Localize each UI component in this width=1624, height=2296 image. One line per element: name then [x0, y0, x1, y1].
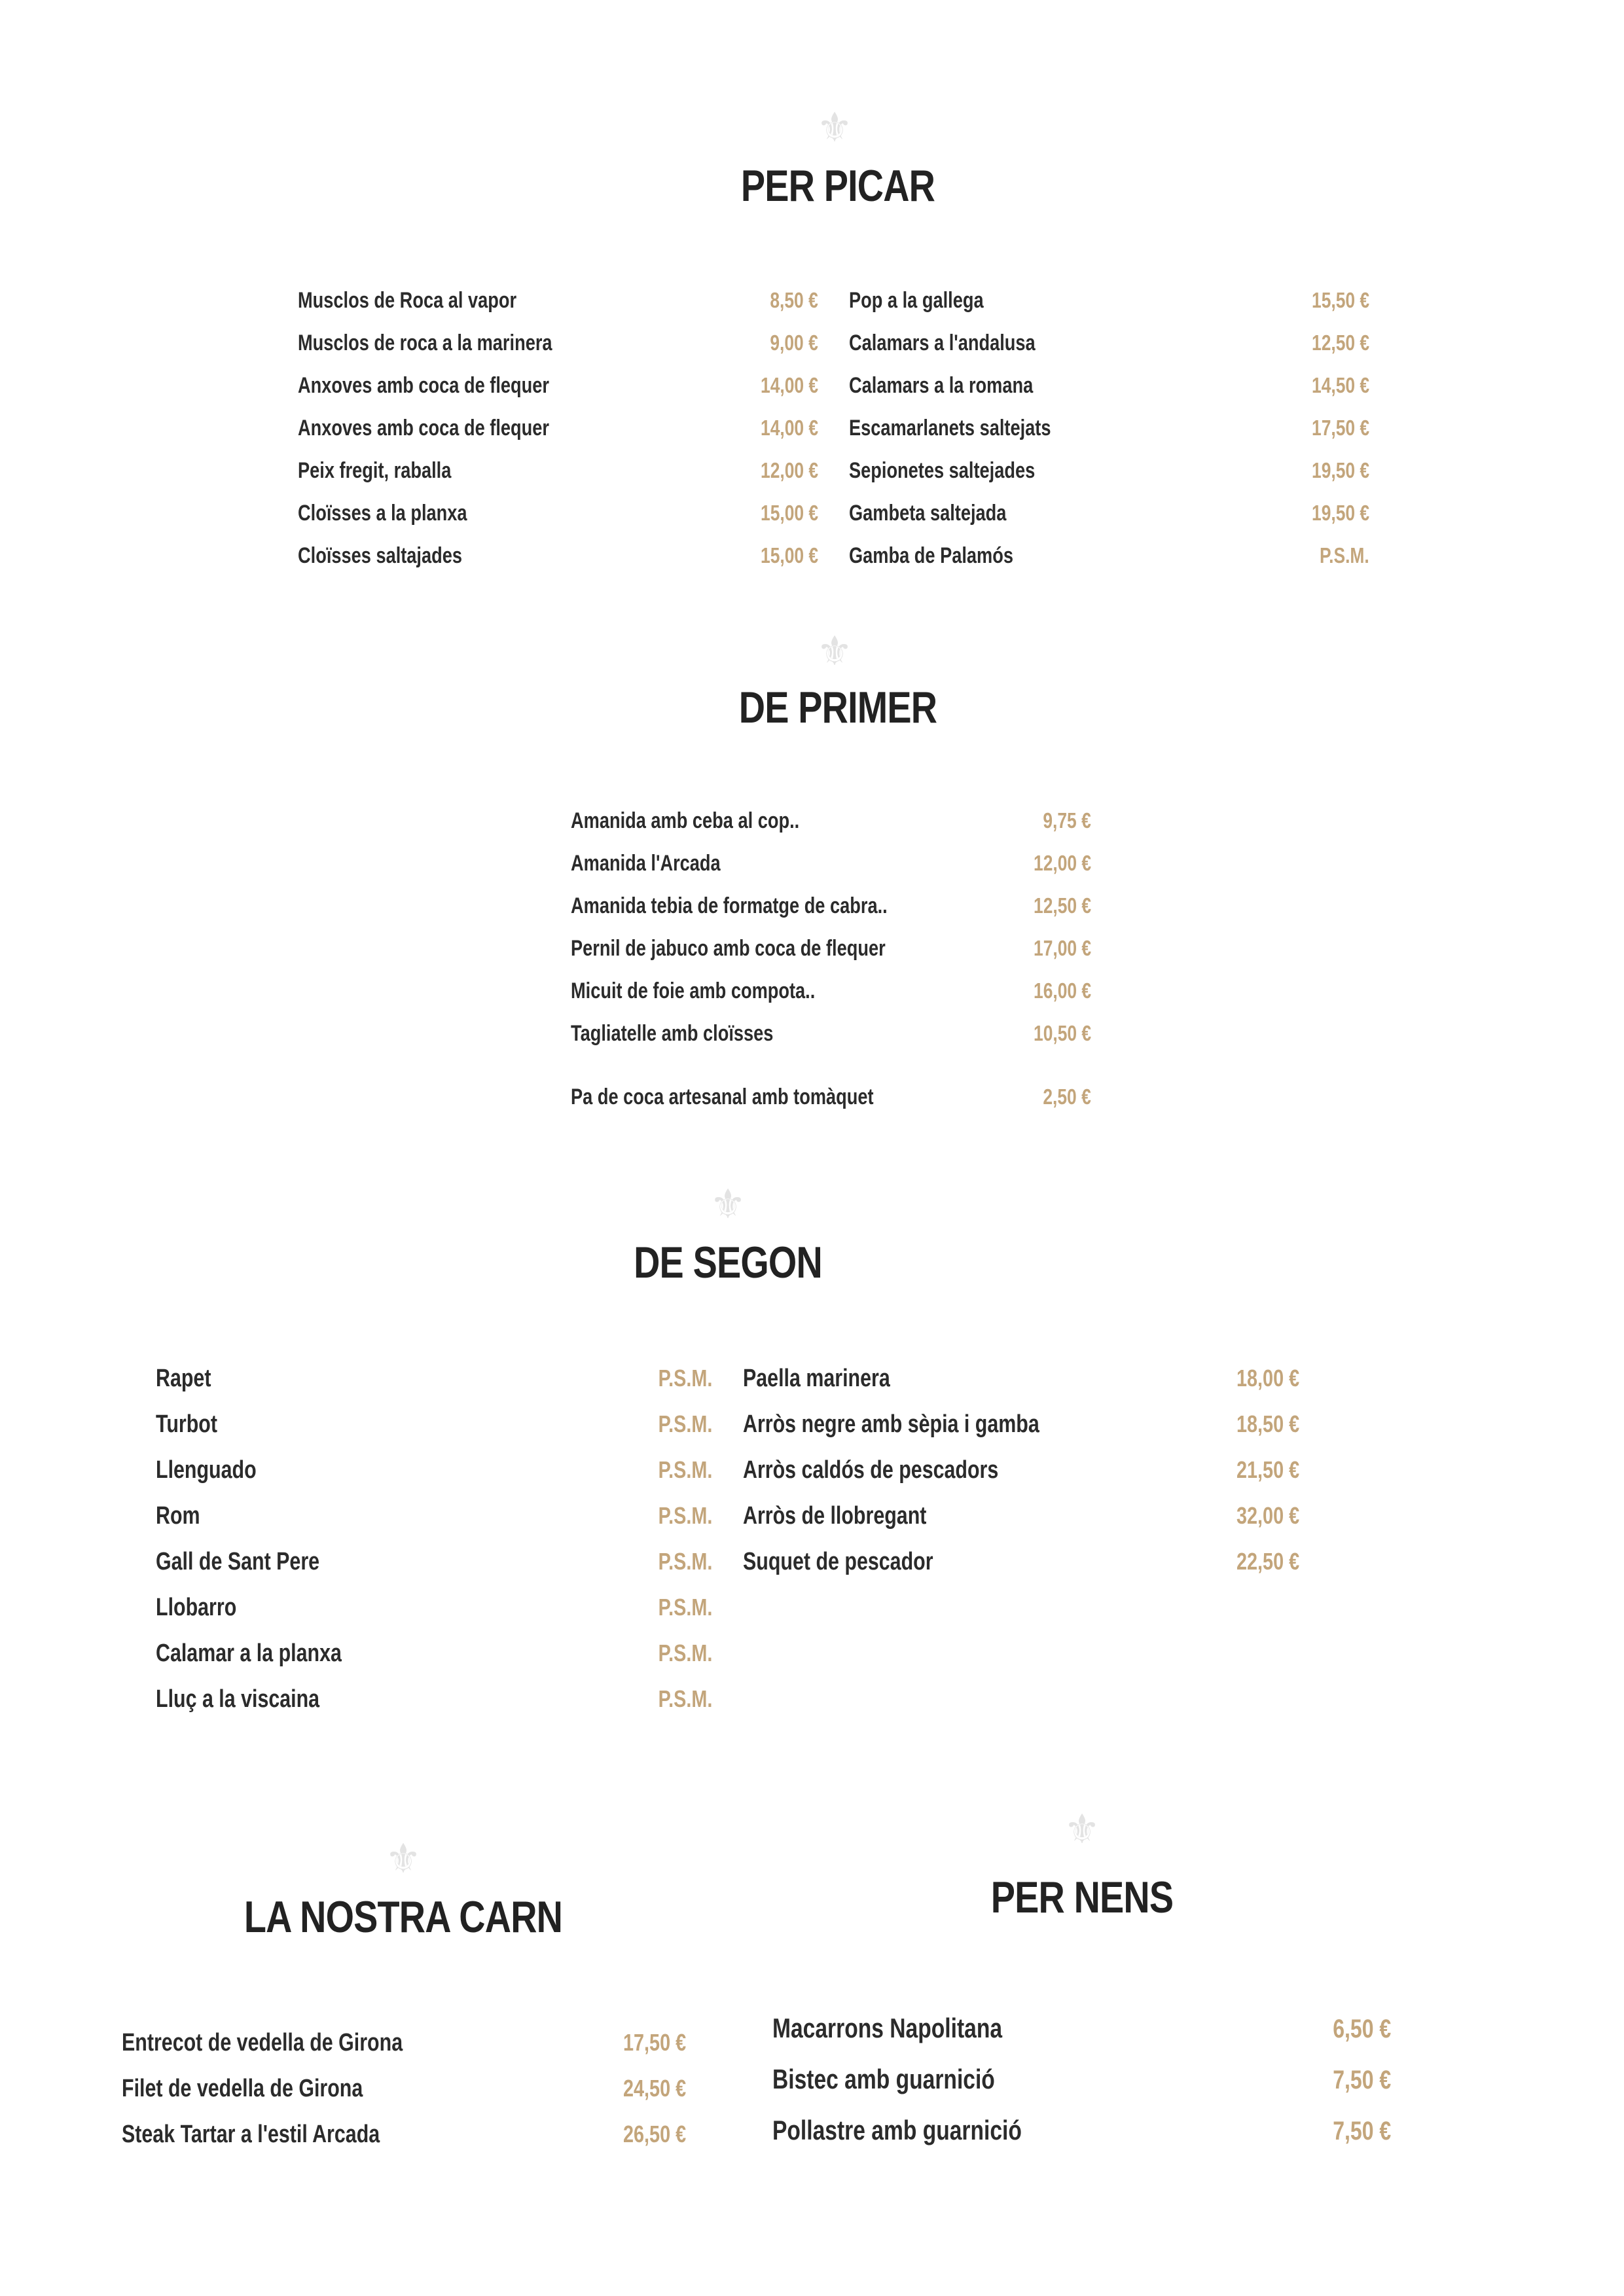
menu-item	[743, 1456, 1299, 1502]
menu-item-name: Pa de coca artesanal amb tomàquet	[571, 1085, 874, 1109]
menu-item-name: Amanida l'Arcada	[571, 851, 721, 876]
fleur-de-lis-icon: ⚜	[710, 1180, 746, 1228]
section-title-per-nens: PER NENS	[990, 1873, 1174, 1922]
menu-item-price: 24,50 €	[623, 2075, 686, 2102]
menu-list-de-primer	[571, 808, 1091, 1127]
menu-item-price: P.S.M.	[658, 1640, 712, 1666]
menu-item-name: Suquet de pescador	[743, 1548, 933, 1575]
menu-item	[298, 416, 818, 458]
fleur-de-lis-icon: ⚜	[1064, 1805, 1100, 1853]
menu-item-price: P.S.M.	[658, 1685, 712, 1712]
menu-item-name: Steak Tartar a l'estil Arcada	[122, 2121, 380, 2148]
menu-item-price: 15,00 €	[760, 501, 818, 525]
menu-item-name: Calamar a la planxa	[156, 1640, 342, 1667]
menu-item	[743, 1502, 1299, 1548]
menu-item-price: 21,50 €	[1236, 1456, 1299, 1483]
menu-item	[298, 543, 818, 586]
menu-item-name: Pollastre amb guarnició	[772, 2115, 1022, 2145]
menu-item-name: Rapet	[156, 1365, 211, 1392]
menu-item-price: 8,50 €	[770, 288, 818, 312]
section-title-de-segon: DE SEGON	[634, 1238, 822, 1287]
menu-item-name: Cloïsses a la planxa	[298, 501, 467, 526]
menu-item	[298, 501, 818, 543]
menu-item	[849, 331, 1369, 373]
menu-item	[156, 1502, 712, 1548]
menu-item-name: Filet de vedella de Girona	[122, 2075, 363, 2102]
menu-item-name: Gamba de Palamós	[849, 543, 1013, 568]
menu-item-price: P.S.M.	[1320, 543, 1369, 567]
menu-item-name: Gall de Sant Pere	[156, 1548, 320, 1575]
menu-item-name: Amanida amb ceba al cop..	[571, 808, 800, 833]
menu-item-name: Tagliatelle amb cloïsses	[571, 1021, 774, 1046]
menu-item-name: Gambeta saltejada	[849, 501, 1007, 526]
menu-item-name: Peix fregit, raballa	[298, 458, 452, 483]
menu-item-price: 10,50 €	[1033, 1021, 1091, 1045]
menu-item	[849, 501, 1369, 543]
menu-item-price: 32,00 €	[1236, 1502, 1299, 1529]
menu-item-price: 14,00 €	[760, 416, 818, 440]
menu-item	[571, 978, 1091, 1021]
menu-item	[849, 288, 1369, 331]
menu-item-name: Calamars a l'andalusa	[849, 331, 1036, 355]
menu-item-price: 9,75 €	[1043, 808, 1091, 833]
menu-item-name: Calamars a la romana	[849, 373, 1034, 398]
menu-item-name: Turbot	[156, 1410, 217, 1438]
menu-item-price: 18,50 €	[1236, 1410, 1299, 1437]
menu-item	[156, 1548, 712, 1594]
menu-item-price: 17,00 €	[1033, 936, 1091, 960]
menu-item-price: 12,00 €	[1033, 851, 1091, 875]
menu-item	[849, 458, 1369, 501]
menu-item	[849, 416, 1369, 458]
menu-item	[156, 1685, 712, 1731]
menu-item	[571, 851, 1091, 893]
section-title-per-picar: PER PICAR	[740, 161, 935, 211]
menu-item	[571, 1021, 1091, 1064]
menu-item	[743, 1548, 1299, 1594]
menu-item	[772, 2013, 1391, 2064]
menu-item-price: 14,50 €	[1311, 373, 1369, 397]
menu-item	[122, 2029, 686, 2075]
menu-item	[156, 1456, 712, 1502]
menu-item-name: Anxoves amb coca de flequer	[298, 373, 549, 398]
menu-item-name: Arròs negre amb sèpia i gamba	[743, 1410, 1039, 1438]
menu-item	[743, 1410, 1299, 1456]
menu-item-price: 18,00 €	[1236, 1365, 1299, 1391]
menu-item-name: Arròs caldós de pescadors	[743, 1456, 999, 1484]
menu-item-price: P.S.M.	[658, 1594, 712, 1621]
section-title-de-primer: DE PRIMER	[738, 683, 937, 732]
menu-item-name: Arròs de llobregant	[743, 1502, 927, 1530]
menu-item-name: Amanida tebia de formatge de cabra..	[571, 893, 888, 918]
menu-item-price: 9,00 €	[770, 331, 818, 355]
menu-item-price: 16,00 €	[1033, 978, 1091, 1003]
menu-item	[571, 1085, 1091, 1127]
menu-item-price: 12,00 €	[760, 458, 818, 482]
menu-item-price: 26,50 €	[623, 2121, 686, 2147]
menu-item-price: 12,50 €	[1311, 331, 1369, 355]
menu-item-name: Bistec amb guarnició	[772, 2064, 995, 2094]
menu-item	[571, 936, 1091, 978]
fleur-de-lis-icon: ⚜	[385, 1835, 422, 1882]
menu-list-la-nostra-carn	[122, 2029, 686, 2166]
menu-item	[772, 2064, 1391, 2115]
menu-item	[156, 1410, 712, 1456]
menu-item	[298, 373, 818, 416]
menu-list-de-segon-left	[156, 1365, 712, 1731]
menu-item-price: 22,50 €	[1236, 1548, 1299, 1575]
menu-item-name: Escamarlanets saltejats	[849, 416, 1051, 440]
menu-item	[122, 2075, 686, 2121]
menu-item	[298, 458, 818, 501]
menu-item	[849, 543, 1369, 586]
menu-item-price: 19,50 €	[1311, 458, 1369, 482]
menu-item-name: Cloïsses saltajades	[298, 543, 462, 568]
menu-item-name: Llenguado	[156, 1456, 257, 1484]
menu-item-price: 12,50 €	[1033, 893, 1091, 918]
menu-item-price: P.S.M.	[658, 1365, 712, 1391]
menu-item-name: Pop a la gallega	[849, 288, 984, 313]
menu-item-name: Anxoves amb coca de flequer	[298, 416, 549, 440]
fleur-de-lis-icon: ⚜	[816, 103, 853, 151]
menu-list-per-nens	[772, 2013, 1391, 2166]
menu-item-name: Llobarro	[156, 1594, 237, 1621]
menu-item-price: 6,50 €	[1333, 2015, 1391, 2043]
menu-item-name: Pernil de jabuco amb coca de flequer	[571, 936, 886, 961]
menu-item-price: 17,50 €	[623, 2029, 686, 2056]
menu-item-price: P.S.M.	[658, 1502, 712, 1529]
menu-item	[849, 373, 1369, 416]
menu-list-per-picar-right	[849, 288, 1369, 586]
section-title-la-nostra-carn: LA NOSTRA CARN	[244, 1892, 563, 1942]
menu-item-name: Macarrons Napolitana	[772, 2013, 1003, 2043]
menu-item-name: Entrecot de vedella de Girona	[122, 2029, 403, 2056]
menu-item-name: Musclos de roca a la marinera	[298, 331, 552, 355]
menu-item-name: Musclos de Roca al vapor	[298, 288, 517, 313]
menu-item-name: Paella marinera	[743, 1365, 890, 1392]
menu-item-price: 19,50 €	[1311, 501, 1369, 525]
menu-item	[156, 1594, 712, 1640]
menu-item	[772, 2115, 1391, 2166]
menu-item	[156, 1640, 712, 1685]
menu-item-name: Sepionetes saltejades	[849, 458, 1036, 483]
menu-item-price: P.S.M.	[658, 1548, 712, 1575]
menu-item	[122, 2121, 686, 2166]
menu-item-price: 14,00 €	[760, 373, 818, 397]
menu-item-price: 17,50 €	[1311, 416, 1369, 440]
menu-list-per-picar-left	[298, 288, 818, 586]
menu-item-price: P.S.M.	[658, 1456, 712, 1483]
menu-item-price: 7,50 €	[1333, 2117, 1391, 2145]
menu-item	[156, 1365, 712, 1410]
menu-item-price: 15,00 €	[760, 543, 818, 567]
menu-item-name: Rom	[156, 1502, 200, 1530]
menu-list-de-segon-right	[743, 1365, 1299, 1594]
menu-item-name: Lluç a la viscaina	[156, 1685, 320, 1713]
menu-item	[298, 331, 818, 373]
menu-item	[743, 1365, 1299, 1410]
fleur-de-lis-icon: ⚜	[816, 627, 853, 675]
menu-item-price: 2,50 €	[1043, 1085, 1091, 1109]
menu-item-price: 7,50 €	[1333, 2066, 1391, 2094]
menu-item-price: 15,50 €	[1311, 288, 1369, 312]
menu-item	[571, 893, 1091, 936]
menu-item	[571, 808, 1091, 851]
menu-item-price: P.S.M.	[658, 1410, 712, 1437]
menu-item-name: Micuit de foie amb compota..	[571, 978, 816, 1003]
menu-item	[298, 288, 818, 331]
